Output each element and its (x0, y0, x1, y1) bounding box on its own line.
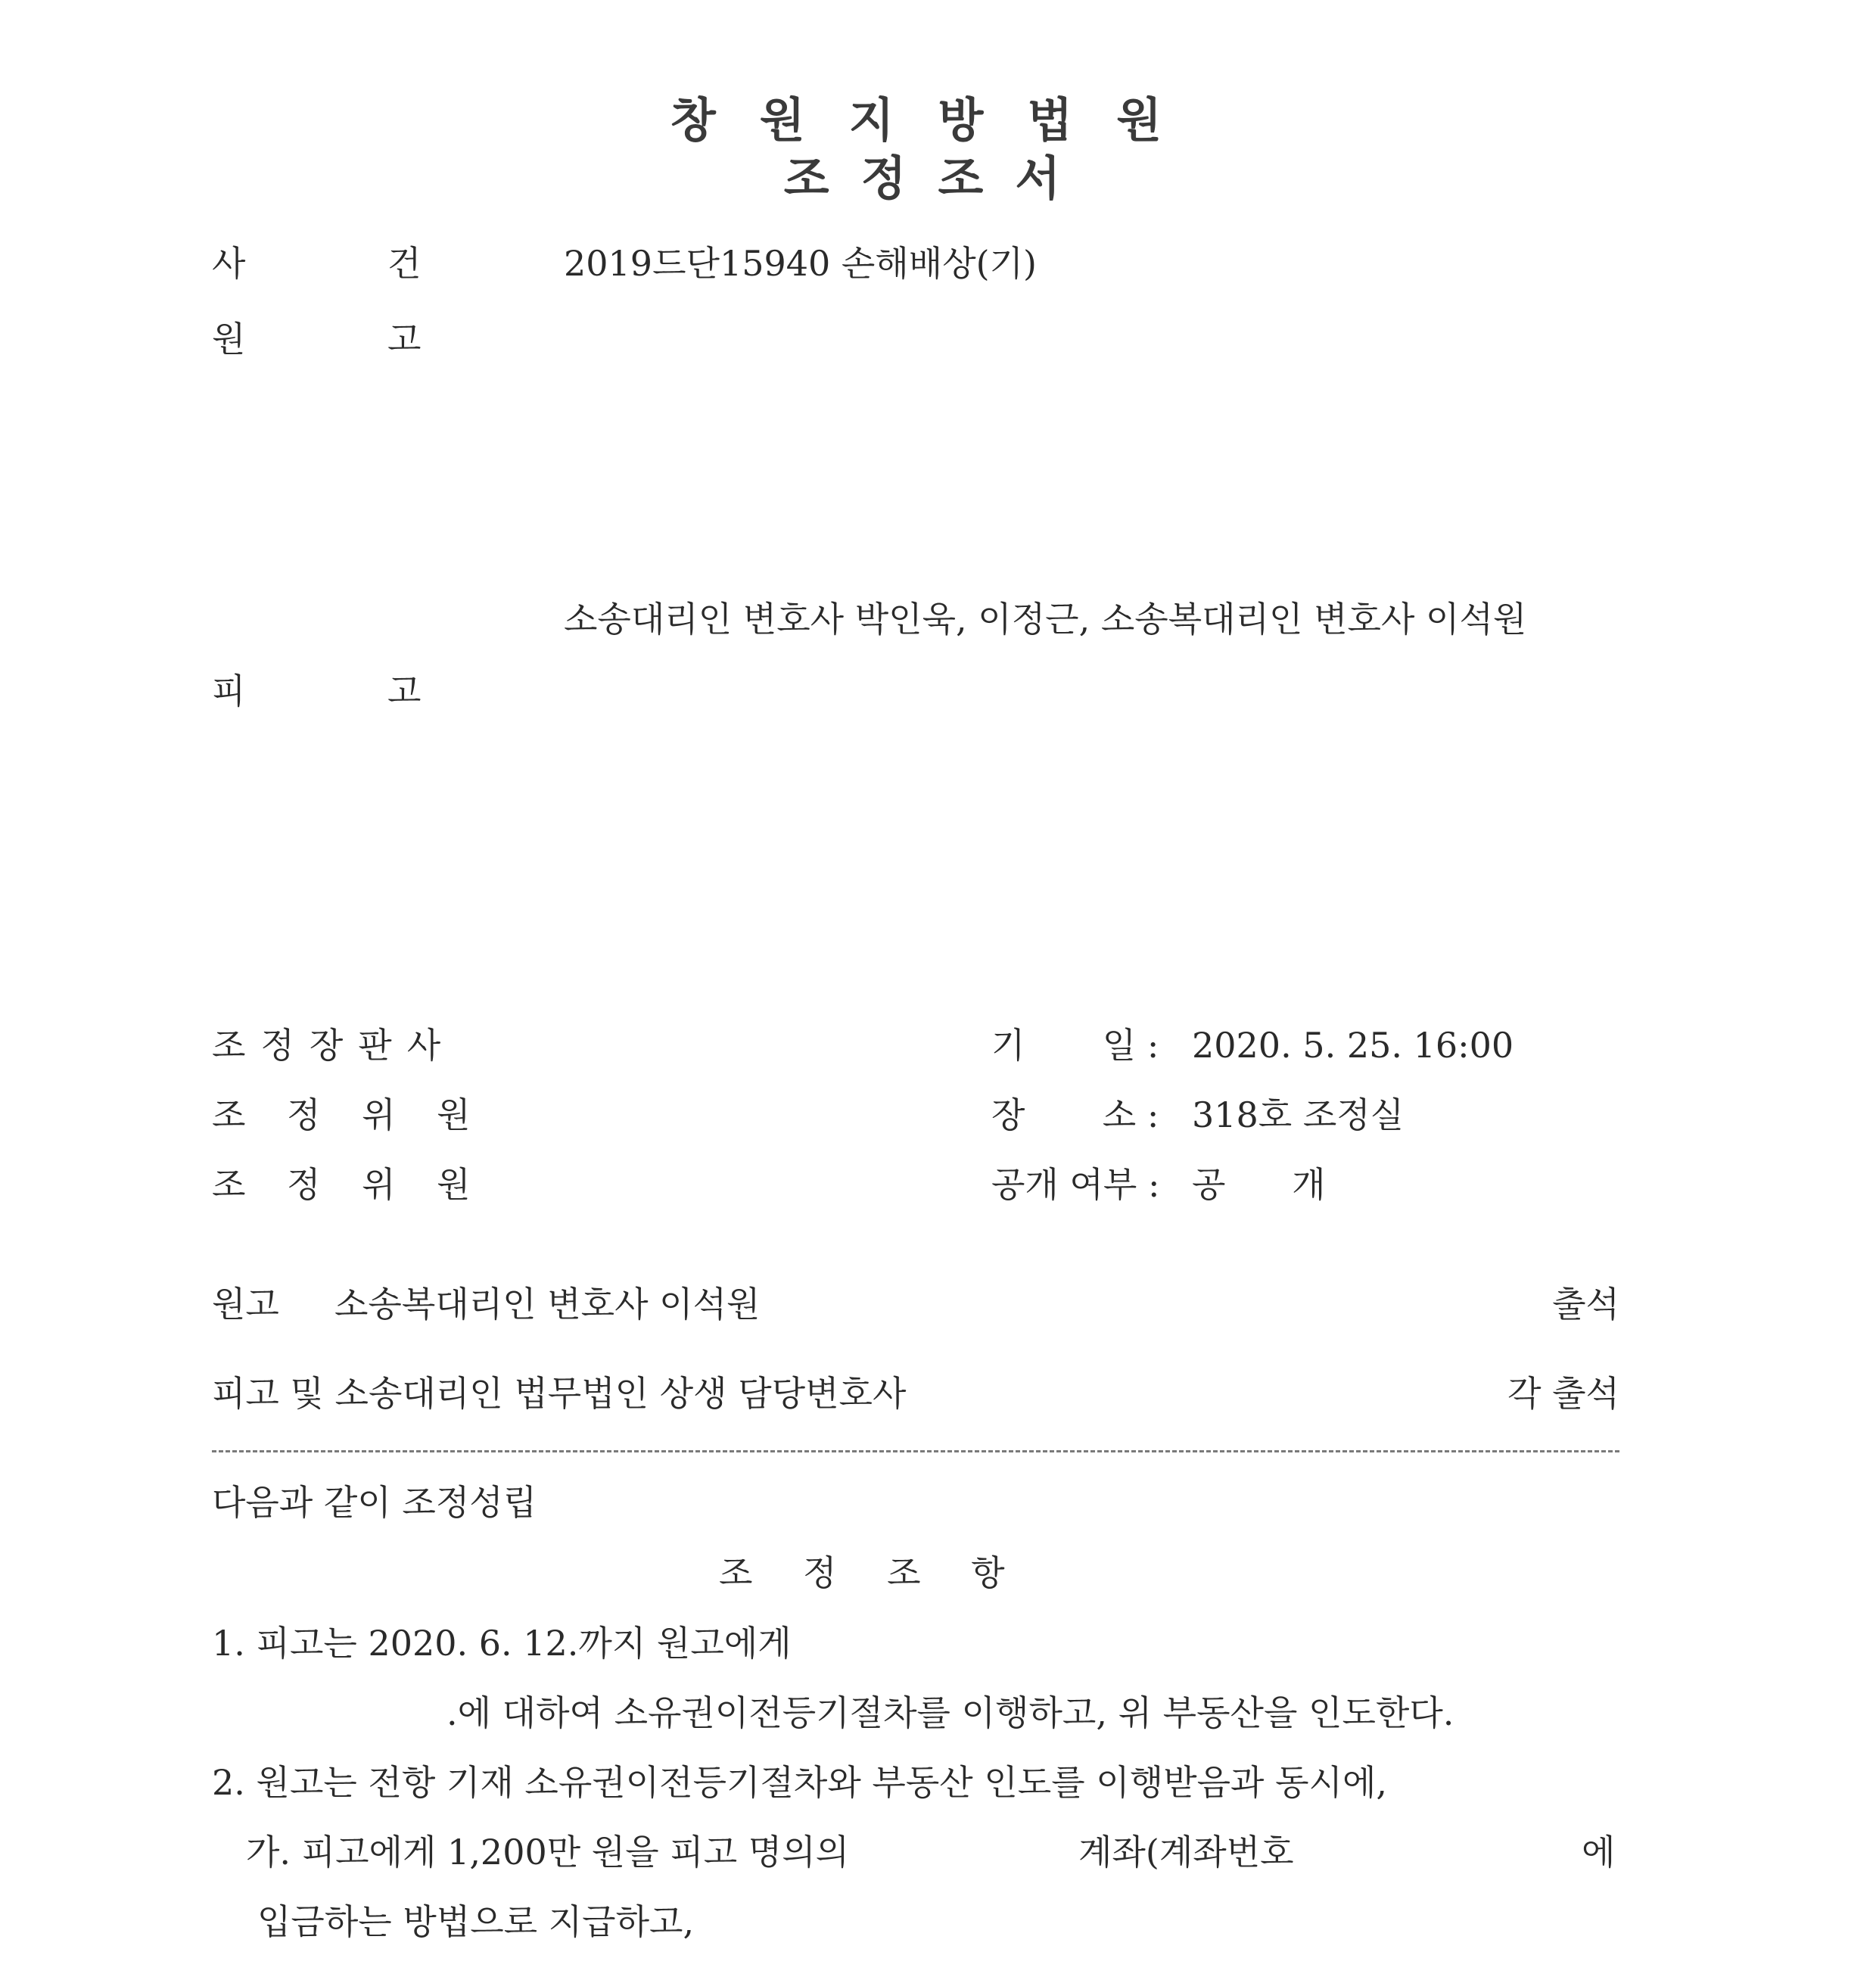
court-name: 창원지방법원 (670, 92, 1206, 148)
case-label-sa: 사 (212, 243, 246, 284)
term-2: 2. 원고는 전항 기재 소유권이전등기절차와 부동산 인도를 이행받음과 동시에, (212, 1762, 1388, 1803)
session-date-label: 기 일 : (991, 1025, 1159, 1066)
term-1-line-1: 1. 피고는 2020. 6. 12.까지 원고에게 (212, 1623, 792, 1664)
term-2a-part-3: 에 (1582, 1832, 1616, 1873)
public-status-label: 공개 여부 : (991, 1164, 1160, 1205)
session-date-value: 2020. 5. 25. 16:00 (1192, 1025, 1514, 1066)
mediation-judge-label: 조정장판사 (212, 1025, 456, 1066)
plaintiff-label-go: 고 (387, 319, 422, 360)
dashed-divider (212, 1450, 1619, 1452)
plaintiff-label-won: 원 (212, 319, 246, 360)
public-status-value: 공 개 (1192, 1164, 1326, 1205)
defendant-label-go: 고 (387, 671, 422, 711)
plaintiff-attendance-status: 출석 (1552, 1284, 1619, 1325)
session-place-value: 318호 조정실 (1192, 1094, 1405, 1135)
term-2a-part-4: 입금하는 방법으로 지급하고, (257, 1901, 695, 1942)
mediation-member-1-label: 조 정 위 원 (212, 1094, 486, 1135)
term-1-line-2: .에 대하여 소유권이전등기절차를 이행하고, 위 부동산을 인도한다. (446, 1692, 1454, 1733)
document-title: 조정조서 (783, 151, 1093, 206)
defendant-attendance-status: 각 출석 (1507, 1373, 1619, 1414)
mediation-member-2-label: 조 정 위 원 (212, 1164, 486, 1205)
term-2a-part-1: 가. 피고에게 1,200만 원을 피고 명의의 (246, 1832, 850, 1873)
defendant-attendance: 피고 및 소송대리인 법무법인 상생 담당변호사 (212, 1373, 907, 1414)
plaintiff-attendance: 원고 소송복대리인 변호사 이석원 (212, 1284, 761, 1325)
term-2a-part-2: 계좌(계좌번호 (1078, 1832, 1294, 1873)
session-place-label: 장 소 : (991, 1094, 1159, 1135)
plaintiff-attorneys: 소송대리인 변호사 박인욱, 이정근, 소송복대리인 변호사 이석원 (564, 599, 1527, 640)
case-number: 2019드단15940 손해배상(기) (564, 243, 1037, 284)
terms-intro: 다음과 같이 조정성립 (212, 1482, 537, 1523)
defendant-label-pi: 피 (212, 671, 246, 711)
terms-heading: 조 정 조 항 (719, 1552, 1025, 1593)
case-label-geon: 건 (387, 243, 422, 284)
